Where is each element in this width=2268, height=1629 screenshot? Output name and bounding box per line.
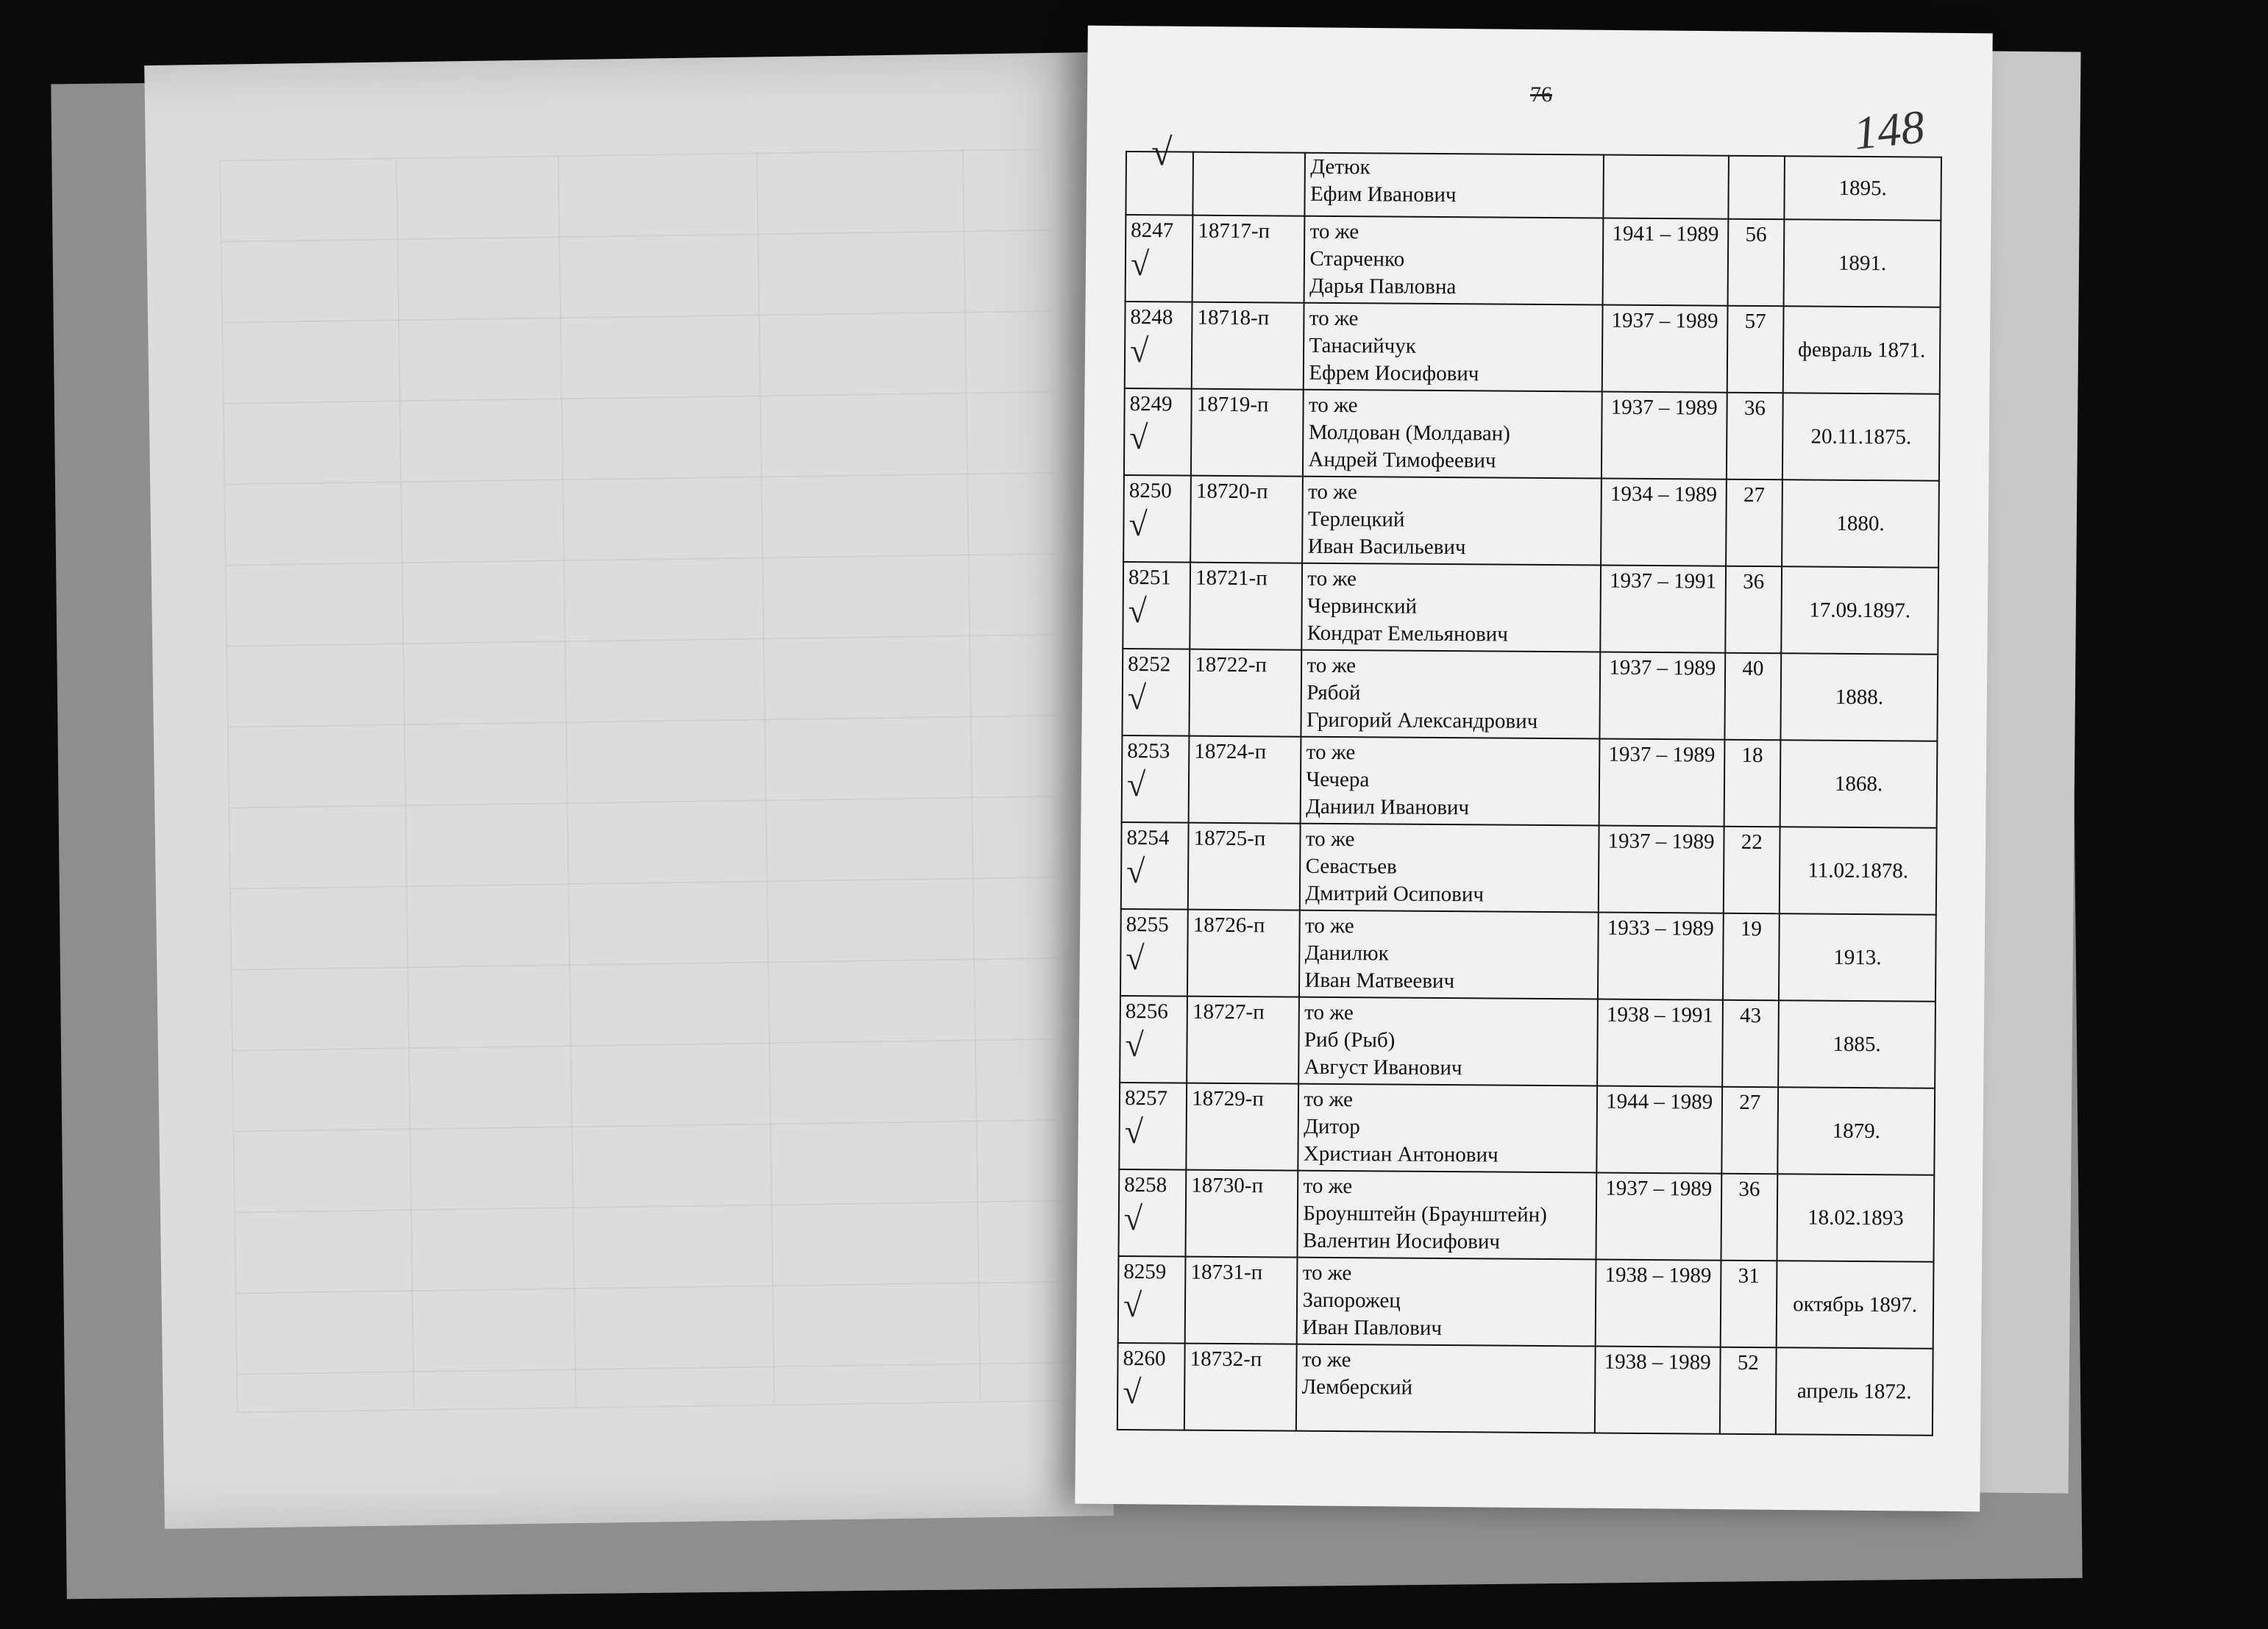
record-number: 8249 [1129,392,1173,416]
register-table [1117,151,1942,1436]
sheet-count: 36 [1738,1177,1760,1202]
name-line: Даниил Иванович [1306,794,1470,820]
name-line: Иван Матвеевич [1304,968,1455,994]
years-range: 1938 – 1989 [1604,1263,1712,1288]
table-row [1123,562,1938,655]
record-number: 8258 [1124,1173,1167,1197]
years-range: 1938 – 1991 [1606,1002,1714,1027]
record-number: 8253 [1127,739,1170,763]
name-line: Дитор [1304,1114,1360,1139]
table-row [1126,152,1941,221]
check-mark-icon: √ [1127,679,1147,717]
case-number: 18725-п [1193,826,1266,851]
birth-date: 11.02.1878. [1807,858,1909,883]
table-row [1123,475,1939,568]
check-mark-icon: √ [1129,418,1148,457]
birth-date: 1880. [1836,511,1885,535]
sheet-count: 36 [1743,396,1766,421]
record-number: 8251 [1128,566,1172,590]
record-number: 8247 [1131,218,1174,243]
name-line: Кондрат Емельянович [1307,621,1508,646]
record-number: 8250 [1128,479,1172,503]
case-number: 18726-п [1192,913,1265,938]
sheet-count: 31 [1738,1263,1760,1288]
check-mark-icon: √ [1130,245,1150,283]
name-line: то же [1308,393,1358,418]
table-row [1119,1083,1935,1175]
record-number: 8260 [1123,1347,1166,1371]
name-line: Молдован (Молдаван) [1308,420,1511,446]
check-mark-icon: √ [1124,1113,1144,1151]
sheet-count: 18 [1741,743,1763,768]
table-row [1126,215,1941,307]
sheet-count: 40 [1742,656,1764,681]
case-number: 18727-п [1192,999,1265,1024]
name-line: Старченко [1309,246,1405,271]
case-number: 18729-п [1192,1086,1264,1111]
name-line: то же [1303,1174,1353,1199]
case-number: 18720-п [1195,479,1268,504]
folio-number: 148 [1851,100,1927,160]
record-number: 8255 [1126,913,1169,937]
name-line: Броунштейн (Браунштейн) [1303,1201,1547,1227]
name-line: Детюк [1310,154,1371,179]
table-row [1118,1256,1934,1349]
record-number: 8252 [1128,652,1171,677]
check-mark-icon: √ [1128,505,1148,543]
check-mark-icon: √ [1129,332,1149,370]
record-number: 8254 [1126,826,1170,850]
years-range: 1937 – 1989 [1609,655,1716,680]
table-row [1120,996,1935,1088]
case-number: 18718-п [1197,305,1270,330]
name-line: Риб (Рыб) [1304,1027,1396,1052]
case-number: 18732-п [1190,1347,1262,1372]
years-range: 1937 – 1989 [1607,829,1715,854]
name-line: то же [1308,480,1357,505]
name-line: то же [1306,740,1356,765]
register-body [1117,152,1941,1436]
name-line: Рябой [1307,680,1361,705]
years-range: 1934 – 1989 [1610,482,1718,507]
case-number: 18717-п [1198,218,1270,243]
record-number: 8248 [1130,305,1173,329]
name-line: то же [1305,827,1355,852]
years-range: 1937 – 1989 [1610,395,1718,420]
name-line: то же [1309,306,1359,331]
check-mark-icon: √ [1128,592,1148,630]
birth-date: 1895. [1838,176,1887,200]
check-mark-icon: √ [1123,1286,1142,1325]
name-line: Иван Васильевич [1307,534,1466,560]
table-row [1125,302,1941,394]
table-row [1117,1343,1933,1436]
years-range: 1937 – 1989 [1605,1176,1713,1201]
name-line: то же [1304,1087,1354,1112]
name-line: Танасийчук [1309,333,1417,358]
name-line: Лемберский [1301,1375,1413,1400]
check-mark-icon: √ [1151,132,1173,174]
name-line: Валентин Иосифович [1302,1228,1501,1254]
name-line: Севастьев [1305,854,1397,879]
birth-date: 20.11.1875. [1810,424,1912,449]
name-line: Христиан Антонович [1303,1141,1499,1167]
table-row [1119,1169,1935,1262]
birth-date: октябрь 1897. [1793,1291,1918,1317]
sheet-count: 27 [1739,1090,1761,1115]
years-range: 1941 – 1989 [1612,221,1719,246]
name-line: Червинский [1307,594,1418,619]
name-line: Данилюк [1304,941,1389,966]
birth-date: 1885. [1832,1032,1881,1056]
case-number: 18722-п [1195,652,1268,677]
record-number: 8257 [1124,1086,1168,1111]
birth-date: 18.02.1893 [1807,1205,1904,1230]
sheet-count: 52 [1737,1350,1759,1375]
name-line: то же [1304,913,1354,938]
name-line: то же [1302,1261,1352,1286]
years-range: 1937 – 1991 [1609,568,1717,594]
birth-date: 1891. [1838,251,1887,275]
page-number: 76 [1530,82,1552,107]
case-number: 18721-п [1195,566,1268,591]
birth-date: февраль 1871. [1797,337,1926,363]
birth-date: 17.09.1897. [1809,598,1911,622]
check-mark-icon: √ [1125,1026,1144,1064]
table-row [1120,909,1936,1002]
sheet-count: 22 [1741,830,1763,855]
sheet-count: 57 [1744,309,1766,334]
record-number: 8259 [1123,1260,1167,1284]
name-line: Ефим Иванович [1309,182,1457,207]
name-line: Дмитрий Осипович [1305,881,1485,907]
name-line: Иван Павлович [1302,1315,1443,1341]
check-mark-icon: √ [1123,1373,1142,1411]
name-line: Август Иванович [1304,1055,1462,1080]
case-number: 18731-п [1190,1260,1263,1285]
birth-date: 1888. [1835,685,1884,709]
birth-date: апрель 1872. [1796,1378,1912,1404]
check-mark-icon: √ [1123,1200,1143,1238]
years-range: 1933 – 1989 [1607,916,1714,941]
left-page [144,52,1114,1529]
name-line: Ефрем Иосифович [1309,360,1479,386]
years-range: 1937 – 1989 [1608,742,1716,767]
years-range: 1938 – 1989 [1604,1350,1711,1375]
name-line: Дарья Павловна [1309,274,1457,299]
table-row [1122,649,1938,741]
name-line: то же [1307,653,1357,678]
name-line: то же [1301,1347,1351,1372]
name-line: Терлецкий [1307,507,1405,532]
years-range: 1937 – 1989 [1611,308,1718,333]
birth-date: 1913. [1833,945,1882,969]
name-line: то же [1304,1000,1354,1025]
name-line: Андрей Тимофеевич [1308,447,1496,473]
table-row [1121,822,1937,915]
birth-date: 1868. [1834,771,1883,796]
sheet-count: 43 [1740,1003,1762,1028]
birth-date: 1879. [1832,1119,1881,1143]
case-number: 18730-п [1191,1173,1264,1198]
table-row [1122,735,1938,828]
name-line: то же [1307,566,1357,591]
name-line: Запорожец [1302,1288,1401,1313]
record-number: 8256 [1125,999,1168,1024]
table-row [1124,388,1940,481]
sheet-count: 19 [1740,916,1763,941]
years-range: 1944 – 1989 [1606,1089,1713,1114]
name-line: Григорий Александрович [1306,707,1538,733]
sheet-count: 36 [1743,569,1765,594]
name-line: то же [1309,219,1359,244]
check-mark-icon: √ [1126,939,1145,977]
sheet-count: 56 [1745,222,1767,247]
left-page-bleed-through-table [219,149,1071,1414]
check-mark-icon: √ [1126,766,1146,804]
case-number: 18724-п [1194,739,1267,764]
name-line: Чечера [1306,767,1370,792]
case-number: 18719-п [1196,392,1269,417]
sheet-count: 27 [1743,482,1766,507]
check-mark-icon: √ [1126,852,1145,891]
